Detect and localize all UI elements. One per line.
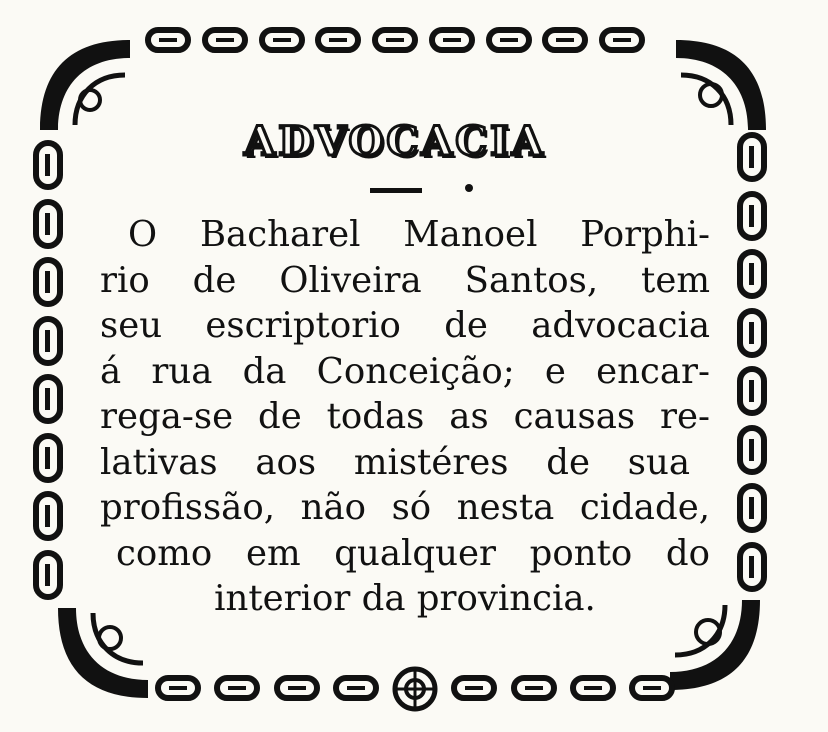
chain-link	[155, 675, 201, 701]
chain-border-right	[726, 132, 778, 592]
chain-link	[451, 675, 497, 701]
chain-link	[737, 249, 767, 299]
chain-link	[629, 675, 675, 701]
chain-link	[737, 191, 767, 241]
text-line: rio de Oliveira Santos, tem	[100, 259, 710, 301]
chain-link	[33, 257, 63, 307]
chain-link	[274, 675, 320, 701]
chain-link	[737, 366, 767, 416]
chain-link	[33, 491, 63, 541]
chain-link	[33, 550, 63, 600]
chain-link	[542, 27, 588, 53]
chain-link	[202, 27, 248, 53]
chain-link	[33, 316, 63, 366]
chain-link	[570, 675, 616, 701]
corner-scroll-ornament-top-right	[666, 30, 776, 140]
chain-link	[33, 433, 63, 483]
text-line: rega-se de todas as causas re-	[100, 396, 710, 437]
chain-link	[737, 132, 767, 182]
separator-dot	[465, 184, 473, 192]
text-line: como em qualquer ponto do	[116, 532, 710, 574]
chain-link	[429, 27, 475, 53]
chain-border-left	[22, 140, 74, 600]
corner-scroll-ornament-top-left	[30, 30, 140, 140]
chain-link	[372, 27, 418, 53]
chain-link	[214, 675, 260, 701]
chain-link	[33, 199, 63, 249]
chain-link	[486, 27, 532, 53]
notice-heading: ADVOCACIA	[244, 118, 546, 165]
separator-rule	[370, 188, 422, 193]
text-line: á rua da Conceição; e encar-	[100, 350, 710, 392]
chain-link	[315, 27, 361, 53]
chain-link	[737, 425, 767, 475]
chain-link	[259, 27, 305, 53]
chain-link	[737, 308, 767, 358]
chain-link	[33, 374, 63, 424]
chain-link	[599, 27, 645, 53]
rosette-ornament	[392, 666, 438, 712]
chain-border-top	[145, 18, 645, 62]
chain-link	[145, 27, 191, 53]
chain-link	[333, 675, 379, 701]
chain-link	[33, 140, 63, 190]
chain-link	[737, 542, 767, 592]
text-line: O Bacharel Manoel Porphi-	[128, 214, 710, 255]
text-line: profissão, não só nesta cidade,	[100, 487, 710, 528]
chain-link	[511, 675, 557, 701]
chain-link	[737, 483, 767, 533]
notice-body	[100, 212, 710, 622]
text-line: interior da provincia.	[214, 578, 596, 619]
text-line: seu escriptorio de advocacia	[100, 305, 710, 346]
text-line: lativas aos mistéres de sua	[100, 441, 690, 483]
